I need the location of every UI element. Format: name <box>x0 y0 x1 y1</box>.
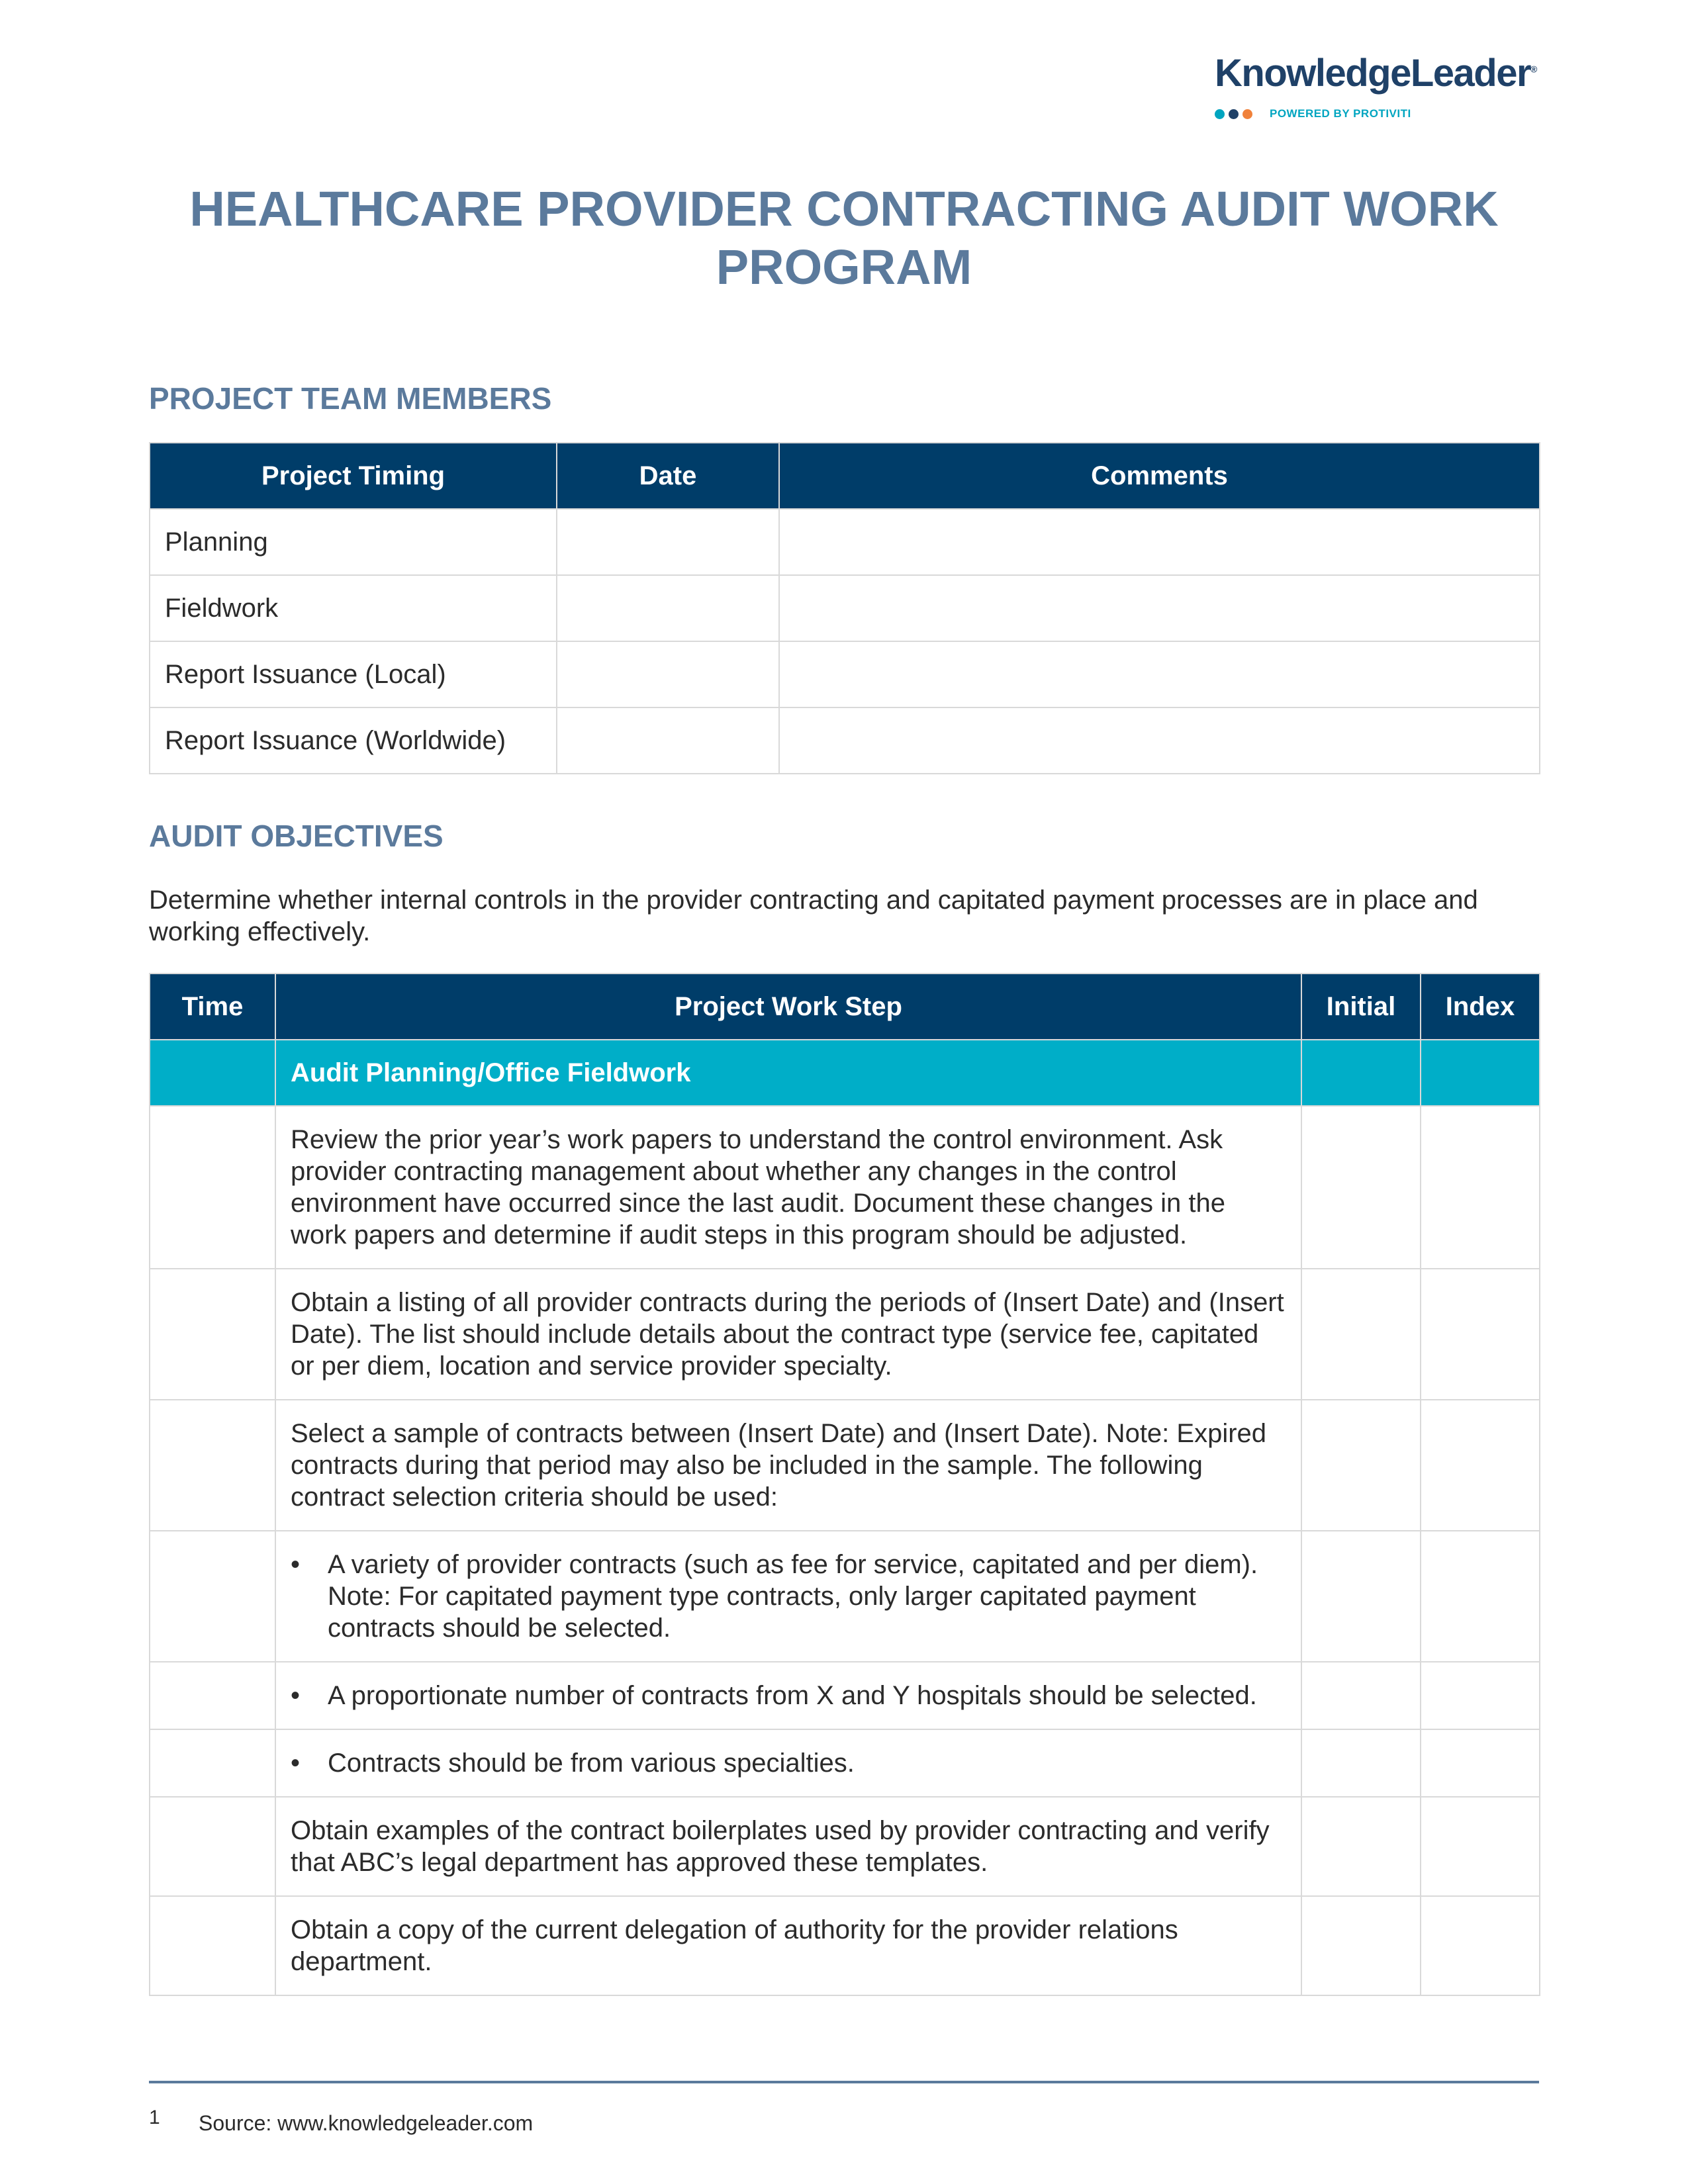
audit-objectives-heading: AUDIT OBJECTIVES <box>149 819 444 853</box>
initial-cell[interactable] <box>1301 1729 1421 1797</box>
source-note: Source: www.knowledgeleader.com <box>199 2111 534 2135</box>
bullet-text: A proportionate number of contracts from X and Y hospitals should be selected. <box>328 1681 1257 1710</box>
table-row <box>150 641 1540 707</box>
comments-cell[interactable] <box>779 707 1540 774</box>
work-step-text: Obtain a listing of all provider contracts during the periods of (Insert Date) and (Insert Date). The list should include details about the contract type (service fee, capitated or per diem, location and service provider specialty. <box>275 1269 1301 1400</box>
timing-label: Report Issuance (Worldwide) <box>150 707 557 774</box>
table-header-row <box>150 974 1540 1040</box>
registered-mark: ® <box>1530 64 1536 75</box>
index-cell[interactable] <box>1421 1662 1540 1729</box>
work-step-text: Obtain a copy of the current delegation of authority for the provider relations department. <box>275 1896 1301 1995</box>
knowledgeleader-logo <box>1215 54 1539 120</box>
table-row <box>150 1400 1540 1531</box>
work-step-bullet <box>275 1662 1301 1729</box>
index-cell[interactable] <box>1421 1729 1540 1797</box>
comments-cell[interactable] <box>779 575 1540 641</box>
time-cell[interactable] <box>150 1269 275 1400</box>
time-cell[interactable] <box>150 1896 275 1995</box>
logo-tagline-row <box>1215 107 1539 120</box>
time-cell[interactable] <box>150 1797 275 1896</box>
initial-cell[interactable] <box>1301 1106 1421 1269</box>
header-comments: Comments <box>779 443 1540 509</box>
header-project-timing: Project Timing <box>150 443 557 509</box>
work-step-bullet <box>275 1729 1301 1797</box>
timing-label: Fieldwork <box>150 575 557 641</box>
orange-dot-icon <box>1243 109 1252 119</box>
comments-cell[interactable] <box>779 509 1540 575</box>
table-row <box>150 1106 1540 1269</box>
bullet-icon: • <box>291 1749 301 1778</box>
initial-cell[interactable] <box>1301 1896 1421 1995</box>
table-row <box>150 1896 1540 1995</box>
time-cell <box>150 1040 275 1106</box>
table-row <box>150 1531 1540 1662</box>
table-row <box>150 707 1540 774</box>
navy-dot-icon <box>1229 109 1239 119</box>
header-work-step: Project Work Step <box>275 974 1301 1040</box>
time-cell[interactable] <box>150 1662 275 1729</box>
work-step-text: Obtain examples of the contract boilerplates used by provider contracting and verify that ABC’s legal department has approved these templates. <box>275 1797 1301 1896</box>
table-row <box>150 1797 1540 1896</box>
comments-cell[interactable] <box>779 641 1540 707</box>
time-cell[interactable] <box>150 1106 275 1269</box>
project-timing-table <box>149 442 1540 774</box>
header-initial: Initial <box>1301 974 1421 1040</box>
bullet-icon: • <box>291 1681 301 1710</box>
initial-cell[interactable] <box>1301 1531 1421 1662</box>
project-team-heading: PROJECT TEAM MEMBERS <box>149 381 552 416</box>
index-cell[interactable] <box>1421 1400 1540 1531</box>
bullet-text: A variety of provider contracts (such as fee for service, capitated and per diem). Note: For capitated payment type contracts, only larger capitated payment contracts should be selected. <box>328 1550 1258 1643</box>
index-cell[interactable] <box>1421 1896 1540 1995</box>
date-cell[interactable] <box>557 509 779 575</box>
time-cell[interactable] <box>150 1400 275 1531</box>
initial-cell[interactable] <box>1301 1269 1421 1400</box>
work-program-table <box>149 973 1540 1996</box>
index-cell[interactable] <box>1421 1269 1540 1400</box>
date-cell[interactable] <box>557 641 779 707</box>
logo-wordmark: KnowledgeLeader <box>1215 52 1531 95</box>
document-title: HEALTHCARE PROVIDER CONTRACTING AUDIT WORK PROGRAM <box>189 181 1499 295</box>
index-cell[interactable] <box>1421 1106 1540 1269</box>
timing-label: Planning <box>150 509 557 575</box>
initial-cell[interactable] <box>1301 1797 1421 1896</box>
time-cell[interactable] <box>150 1729 275 1797</box>
table-row <box>150 1729 1540 1797</box>
audit-objective-text: Determine whether internal controls in the provider contracting and capitated payment processes are in place and working effectively. <box>149 886 1478 946</box>
logo-tagline: POWERED BY PROTIVITI <box>1270 107 1411 120</box>
header-time: Time <box>150 974 275 1040</box>
header-index: Index <box>1421 974 1540 1040</box>
header-date: Date <box>557 443 779 509</box>
table-row <box>150 509 1540 575</box>
table-row <box>150 575 1540 641</box>
table-row <box>150 1269 1540 1400</box>
table-header-row <box>150 443 1540 509</box>
section-title: Audit Planning/Office Fieldwork <box>275 1040 1301 1106</box>
index-cell[interactable] <box>1421 1797 1540 1896</box>
bullet-text: Contracts should be from various specialties. <box>328 1749 855 1778</box>
index-cell <box>1421 1040 1540 1106</box>
section-row <box>150 1040 1540 1106</box>
page-number: 1 <box>149 2107 160 2128</box>
date-cell[interactable] <box>557 575 779 641</box>
work-step-bullet <box>275 1531 1301 1662</box>
index-cell[interactable] <box>1421 1531 1540 1662</box>
date-cell[interactable] <box>557 707 779 774</box>
initial-cell <box>1301 1040 1421 1106</box>
work-step-text: Select a sample of contracts between (Insert Date) and (Insert Date). Note: Expired contracts during that period may also be included in the sample. The following contract selection criteria should be used: <box>275 1400 1301 1531</box>
footer-divider <box>149 2081 1539 2083</box>
timing-label: Report Issuance (Local) <box>150 641 557 707</box>
work-step-text: Review the prior year’s work papers to understand the control environment. Ask provider contracting management about whether any changes in the control environment have occurred since the last audit. Document these changes in the work papers and determine if audit steps in this program should be adjusted. <box>275 1106 1301 1269</box>
bullet-icon: • <box>291 1550 301 1579</box>
teal-dot-icon <box>1215 109 1225 119</box>
initial-cell[interactable] <box>1301 1400 1421 1531</box>
initial-cell[interactable] <box>1301 1662 1421 1729</box>
time-cell[interactable] <box>150 1531 275 1662</box>
table-row <box>150 1662 1540 1729</box>
